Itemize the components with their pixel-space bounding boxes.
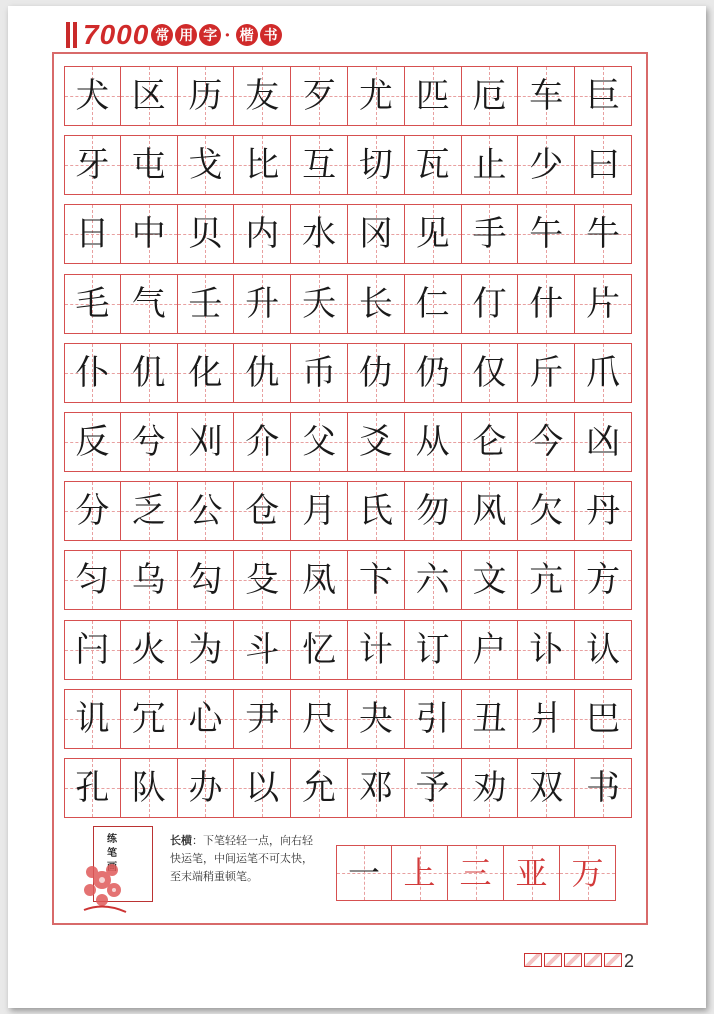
grid-character: 止 [472,145,507,186]
grid-cell [121,551,178,609]
grid-character: 方 [586,560,621,601]
grid-character: 仉 [131,352,166,393]
grid-cell [291,136,348,194]
grid-cell [291,690,348,748]
example-character: 三 [459,854,492,892]
grid-character: 分 [75,491,110,532]
example-cell [560,846,616,900]
grid-cell [575,759,632,817]
grid-cell [64,67,121,125]
grid-character: 夬 [358,698,393,739]
grid-cell [462,205,519,263]
pill-char: 常 [151,24,173,46]
grid-cell [178,551,235,609]
page-number: 2 [624,951,635,971]
grid-cell [64,482,121,540]
grid-row [64,66,632,126]
grid-character: 歹 [302,76,337,116]
grid-character: 仃 [472,283,507,324]
grid-cell [518,690,575,748]
footer-pattern-icon [604,953,622,967]
grid-character: 巨 [586,76,621,116]
grid-cell [291,621,348,679]
grid-character: 中 [131,214,166,255]
grid-cell [234,67,291,125]
grid-cell [405,759,462,817]
grid-character: 父 [302,422,337,462]
grid-character: 尹 [245,698,280,739]
grid-character: 手 [472,214,507,255]
brand-number: 7000 [83,19,150,50]
grid-cell [405,551,462,609]
grid-row [64,274,632,334]
example-cell [392,846,448,900]
grid-row [64,135,632,195]
example-cell [448,846,504,900]
grid-cell [121,621,178,679]
grid-cell [405,205,462,263]
grid-cell [291,551,348,609]
grid-character: 邓 [358,768,393,808]
grid-row [64,343,632,403]
grid-character: 比 [245,145,280,186]
grid-cell [291,759,348,817]
grid-cell [64,205,121,263]
grid-cell [234,482,291,540]
grid-character: 爿 [529,698,564,739]
grid-character: 殳 [245,560,280,601]
grid-character: 乏 [131,491,166,532]
grid-character: 户 [472,629,507,670]
grid-cell [462,413,519,471]
grid-character: 允 [302,768,337,808]
grid-cell [575,551,632,609]
grid-character: 冗 [131,698,166,739]
grid-cell [405,275,462,333]
grid-cell [234,551,291,609]
grid-cell [64,690,121,748]
grid-character: 办 [188,768,223,808]
grid-character: 从 [415,422,450,462]
grid-character: 夭 [302,283,337,324]
grid-cell [462,551,519,609]
grid-cell [234,690,291,748]
example-character: 万 [571,854,604,892]
grid-cell [64,551,121,609]
grid-character: 巴 [586,698,621,739]
footer-pattern-icon [584,953,602,967]
grid-character: 书 [586,768,621,808]
grid-cell [178,621,235,679]
grid-character: 车 [529,76,564,116]
grid-character: 区 [131,76,166,116]
grid-character: 戈 [188,145,223,186]
grid-cell [575,136,632,194]
grid-character: 反 [75,422,110,462]
grid-cell [64,344,121,402]
grid-character: 忆 [302,629,337,670]
grid-cell [121,67,178,125]
grid-character: 月 [302,491,337,532]
grid-cell [121,482,178,540]
grid-character: 冈 [358,214,393,255]
grid-character: 讥 [75,698,110,739]
grid-character: 引 [415,698,450,739]
grid-cell [518,621,575,679]
grid-cell [405,413,462,471]
grid-character: 风 [472,491,507,532]
flower-decoration-icon [74,850,134,916]
grid-character: 升 [245,283,280,324]
footer-icons [524,953,622,967]
grid-character: 双 [529,768,564,808]
grid-cell [178,205,235,263]
grid-cell [575,344,632,402]
grid-cell [121,275,178,333]
grid-character: 片 [586,283,621,324]
grid-cell [462,621,519,679]
grid-cell [234,136,291,194]
grid-row [64,412,632,472]
footer-pattern-icon [524,953,542,967]
grid-cell [178,759,235,817]
grid-cell [121,344,178,402]
grid-cell [291,275,348,333]
grid-cell [405,621,462,679]
grid-cell [518,482,575,540]
grid-cell [64,759,121,817]
grid-character: 文 [472,560,507,601]
grid-cell [575,413,632,471]
grid-character: 火 [131,629,166,670]
grid-character: 水 [302,214,337,255]
grid-cell [462,344,519,402]
grid-character: 仂 [358,352,393,393]
grid-cell [234,205,291,263]
grid-character: 内 [245,214,280,255]
grid-character: 瓦 [415,145,450,186]
grid-character: 仓 [245,491,280,532]
grid-cell [518,344,575,402]
grid-character: 勿 [415,491,450,532]
grid-character: 丹 [586,491,621,532]
grid-character: 孔 [75,768,110,808]
grid-character: 爻 [358,422,393,462]
stroke-description-text: ：下笔轻轻一点，向右轻快运笔，中间运笔不可太快，至末端稍重顿笔。 [170,834,313,883]
grid-cell [462,482,519,540]
grid-character: 切 [358,145,393,186]
grid-cell [291,67,348,125]
grid-cell [178,690,235,748]
book-header [66,18,282,52]
grid-character: 毛 [75,283,110,324]
grid-cell [518,413,575,471]
grid-cell [121,759,178,817]
grid-character: 长 [358,283,393,324]
stroke-term: 长横 [170,834,192,847]
grid-character: 凶 [586,422,621,462]
grid-character: 闩 [75,629,110,670]
grid-character: 历 [188,76,223,116]
grid-cell [121,136,178,194]
grid-cell [291,482,348,540]
grid-cell [121,690,178,748]
footer-pattern-icon [544,953,562,967]
grid-character: 亢 [529,560,564,601]
grid-cell [348,136,405,194]
grid-cell [348,690,405,748]
grid-character: 氏 [358,491,393,532]
grid-cell [348,551,405,609]
example-chars-row [336,845,616,901]
footer-pattern-icon [564,953,582,967]
grid-row [64,689,632,749]
grid-character: 匀 [75,560,110,601]
grid-character: 兮 [131,422,166,462]
grid-character: 劝 [472,768,507,808]
grid-cell [348,275,405,333]
grid-cell [121,413,178,471]
grid-cell [462,67,519,125]
grid-character: 牛 [586,214,621,255]
grid-cell [178,344,235,402]
grid-cell [234,759,291,817]
grid-character: 尤 [358,76,393,116]
grid-character: 仇 [245,352,280,393]
practice-label-char: 练 [107,834,117,845]
grid-character: 凤 [302,560,337,601]
style-char: 楷 [236,24,258,46]
grid-character: 斤 [529,352,564,393]
grid-character: 什 [529,283,564,324]
grid-character: 化 [188,352,223,393]
grid-cell [518,205,575,263]
grid-cell [178,275,235,333]
grid-row [64,550,632,610]
grid-character: 刈 [188,422,223,462]
grid-cell [64,621,121,679]
grid-character: 厄 [472,76,507,116]
grid-character: 公 [188,491,223,532]
grid-character: 仁 [415,283,450,324]
grid-character: 予 [415,768,450,808]
grid-cell [405,344,462,402]
grid-cell [462,759,519,817]
grid-cell [462,275,519,333]
header-bars-icon [66,22,77,48]
grid-character: 心 [188,698,223,739]
grid-cell [291,205,348,263]
grid-character: 友 [245,76,280,116]
grid-character: 队 [131,768,166,808]
grid-character: 仅 [472,352,507,393]
grid-cell [234,621,291,679]
grid-character: 欠 [529,491,564,532]
grid-character: 仆 [75,352,110,393]
grid-cell [575,275,632,333]
grid-character: 匹 [415,76,450,116]
grid-character: 以 [245,768,280,808]
grid-character: 仍 [415,352,450,393]
grid-cell [234,344,291,402]
grid-cell [291,344,348,402]
grid-character: 今 [529,422,564,462]
grid-cell [348,344,405,402]
style-char: 书 [260,24,282,46]
grid-character: 壬 [188,283,223,324]
grid-cell [518,551,575,609]
grid-character: 订 [415,629,450,670]
grid-character: 仑 [472,422,507,462]
grid-cell [234,275,291,333]
grid-cell [178,136,235,194]
grid-character: 爪 [586,352,621,393]
grid-row [64,620,632,680]
grid-cell [291,413,348,471]
grid-character: 计 [358,629,393,670]
grid-character: 犬 [75,76,110,116]
grid-cell [64,275,121,333]
grid-character: 曰 [586,145,621,186]
grid-cell [575,205,632,263]
grid-cell [462,690,519,748]
grid-cell [348,413,405,471]
grid-character: 币 [302,352,337,393]
grid-character: 丑 [472,698,507,739]
grid-character: 互 [302,145,337,186]
grid-cell [64,413,121,471]
grid-cell [178,482,235,540]
practice-label-char: 笔 [107,848,117,859]
grid-cell [575,67,632,125]
grid-character: 六 [415,560,450,601]
grid-cell [575,482,632,540]
grid-character: 介 [245,422,280,462]
header-separator: · [224,24,231,46]
grid-character: 牙 [75,145,110,186]
example-character: 亚 [515,854,548,892]
pill-char: 用 [175,24,197,46]
grid-row [64,204,632,264]
grid-row [64,758,632,818]
grid-cell [348,759,405,817]
pill-char: 字 [199,24,221,46]
grid-cell [121,205,178,263]
grid-cell [518,759,575,817]
grid-character: 讣 [529,629,564,670]
grid-character: 气 [131,283,166,324]
grid-character: 勾 [188,560,223,601]
grid-character: 认 [586,629,621,670]
grid-character: 卞 [358,560,393,601]
grid-character: 屯 [131,145,166,186]
example-cell [504,846,560,900]
example-character: 一 [347,854,380,892]
grid-character: 尺 [302,698,337,739]
grid-character: 斗 [245,629,280,670]
grid-character: 午 [529,214,564,255]
example-cell [336,846,392,900]
grid-character: 日 [75,214,110,255]
grid-character: 见 [415,214,450,255]
grid-cell [64,136,121,194]
grid-cell [234,413,291,471]
grid-cell [405,136,462,194]
grid-cell [575,690,632,748]
example-character: 上 [403,854,436,892]
grid-cell [405,690,462,748]
grid-cell [178,67,235,125]
grid-cell [405,67,462,125]
grid-cell [518,136,575,194]
grid-cell [518,67,575,125]
grid-cell [348,67,405,125]
grid-character: 贝 [188,214,223,255]
grid-cell [518,275,575,333]
grid-cell [348,621,405,679]
grid-cell [462,136,519,194]
grid-cell [405,482,462,540]
grid-cell [575,621,632,679]
stroke-description [170,832,322,886]
grid-cell [348,205,405,263]
grid-character: 乌 [131,560,166,601]
grid-character: 为 [188,629,223,670]
grid-cell [348,482,405,540]
grid-character: 少 [529,145,564,186]
grid-row [64,481,632,541]
grid-cell [178,413,235,471]
